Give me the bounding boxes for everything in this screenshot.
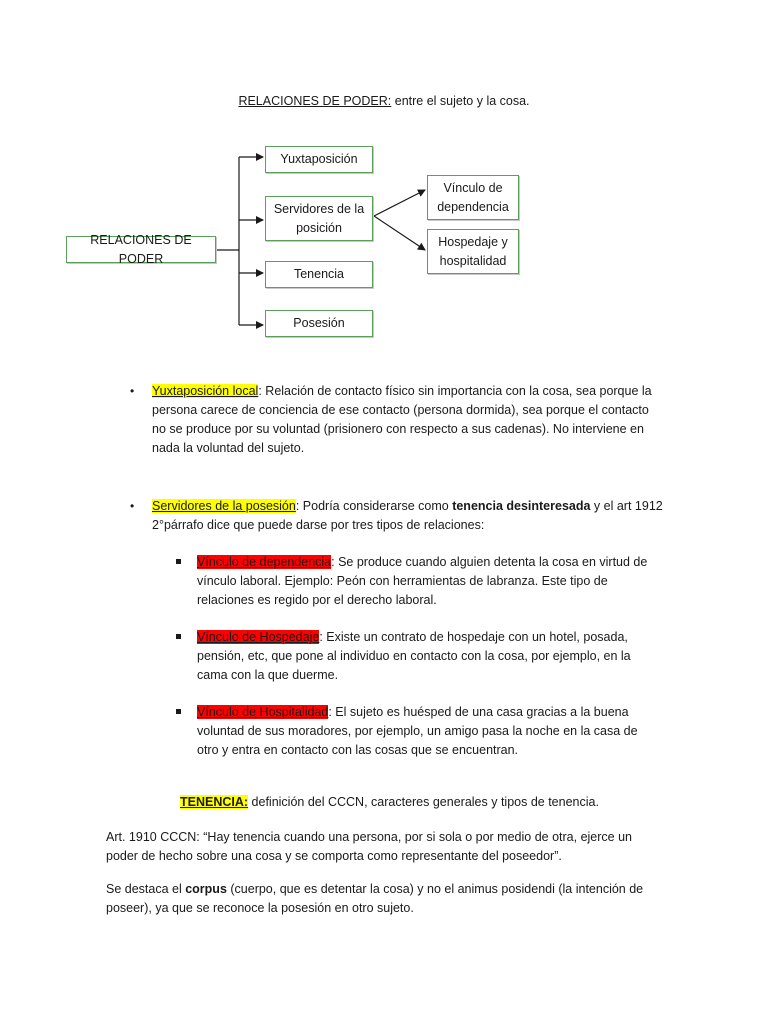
diagram-hospedaje-label: Hospedaje y hospitalidad — [438, 234, 508, 268]
yuxtaposicion-paragraph — [152, 382, 664, 458]
corpus-after: (cuerpo, que es detentar la cosa) y no el animus posidendi (la intención de poseer), ya que se reconoce la posesión en otro sujeto. — [106, 882, 644, 915]
sub-bullet-text: : El sujeto es huésped de una casa gracias a la buena voluntad de sus moradores, por ejemplo, un amigo pasa la noche en la casa de otro y entra en contacto con las cosas que se encuentran. — [197, 705, 638, 757]
sub-bullet-text: : Existe un contrato de hospedaje con un hotel, posada, pensión, etc, que pone al individuo en contacto con la cosa, por ejemplo, en la cama con la que duerme. — [197, 630, 631, 682]
diagram-yuxtaposicion-label: Yuxtaposición — [280, 152, 358, 166]
diagram-hospedaje-box — [427, 229, 519, 274]
diagram-connectors — [0, 0, 768, 360]
servidores-paragraph — [152, 497, 664, 535]
bullet-dot: • — [130, 499, 135, 513]
servidores-text-before: Podría considerarse como — [299, 499, 453, 513]
tenencia-term: TENENCIA: — [180, 795, 249, 809]
diagram-root-label: RELACIONES DE PODER — [90, 232, 192, 266]
article-paragraph: Art. 1910 CCCN: “Hay tenencia cuando una persona, por si sola o por medio de otra, ejerce un poder de hecho sobre una cosa y se comporta como representante del poseedor”. — [106, 830, 632, 863]
yuxtaposicion-text: Relación de contacto físico sin importancia con la cosa, sea porque la persona carece de conciencia de ese contacto (persona dormida), sea porque el contacto no se produce por su voluntad (prisionero con respecto a sus cadenas). No interviene en nada la voluntad del sujeto. — [152, 384, 652, 455]
title-rest: entre el sujeto y la cosa. — [391, 94, 530, 108]
servidores-term: Servidores de la posesión — [152, 499, 296, 513]
tenencia-rest: definición del CCCN, caracteres generales y tipos de tenencia. — [248, 795, 599, 809]
sub-bullet-text: : Se produce cuando alguien detenta la cosa en virtud de vínculo laboral. Ejemplo: Peón con herramientas de labranza. Este tipo de relaciones es regido por el derecho laboral. — [197, 555, 648, 607]
sub-bullet-term: Vínculo de Hospedaje — [197, 630, 320, 644]
square-bullet-icon — [176, 559, 181, 564]
corpus-bold: corpus — [185, 882, 227, 896]
diagram-tenencia-label: Tenencia — [293, 267, 345, 281]
sub-bullet-hospedaje — [197, 628, 657, 685]
servidores-text-after: y el art 1912 2°párrafo dice que puede darse por tres tipos de relaciones: — [152, 499, 663, 532]
square-bullet-icon — [176, 634, 181, 639]
yuxtaposicion-colon: : — [258, 384, 262, 398]
sub-bullet-term: Vínculo de Hospitalidad — [197, 705, 329, 719]
diagram-root-box — [66, 232, 216, 266]
bullet-dot: • — [130, 384, 135, 398]
sub-bullet-term: Vínculo de dependencia — [197, 555, 332, 569]
sub-bullet-hospitalidad — [197, 703, 657, 760]
diagram-vinculo-box — [427, 175, 519, 220]
title-underlined: RELACIONES DE PODER: — [238, 94, 392, 108]
sub-bullet-dependencia — [197, 553, 657, 610]
diagram-posesion-label: Posesión — [293, 316, 345, 330]
servidores-bold: tenencia desinteresada — [452, 499, 591, 513]
diagram-tenencia-box — [265, 261, 373, 288]
diagram-servidores-box — [265, 196, 373, 241]
yuxtaposicion-term: Yuxtaposición local — [152, 384, 259, 398]
corpus-before: Se destaca el — [106, 882, 186, 896]
corpus-paragraph — [106, 880, 650, 918]
servidores-colon: : — [295, 499, 300, 513]
diagram-servidores-label: Servidores de la posición — [273, 201, 365, 235]
diagram-yuxtaposicion-box — [265, 146, 373, 173]
square-bullet-icon — [176, 709, 181, 714]
diagram-vinculo-label: Vínculo de dependencia — [437, 180, 509, 214]
diagram-posesion-box — [265, 310, 373, 337]
tenencia-heading — [180, 793, 680, 812]
